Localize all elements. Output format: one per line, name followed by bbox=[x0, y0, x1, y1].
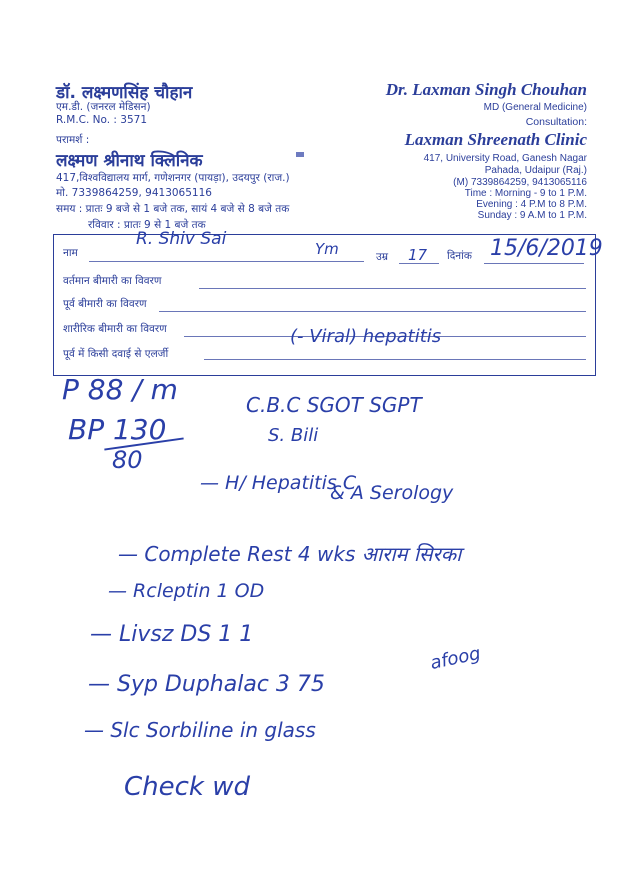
bp-systolic-note: BP 130 bbox=[68, 413, 167, 446]
address-line-1: 417, University Road, Ganesh Nagar bbox=[423, 153, 587, 164]
doctor-name-hindi: डॉ. लक्ष्मणसिंह चौहान bbox=[56, 83, 193, 103]
name-label: नाम bbox=[63, 247, 78, 259]
history-note-2: & A Serology bbox=[330, 482, 454, 504]
allergy-line bbox=[204, 359, 586, 360]
timing-sunday: Sunday : 9 A.M to 1 P.M. bbox=[477, 210, 587, 221]
investigations-note: C.B.C SGOT SGPT bbox=[246, 393, 422, 417]
rx-rcleptin: — Rcleptin 1 OD bbox=[108, 580, 265, 602]
timing-evening: Evening : 4 P.M to 8 P.M. bbox=[476, 199, 587, 210]
patient-name-handwritten: R. Shiv Sai bbox=[136, 229, 227, 249]
timing-morning: Time : Morning - 9 to 1 P.M. bbox=[464, 188, 587, 199]
phone-hindi: मो. 7339864259, 9413065116 bbox=[56, 187, 212, 199]
date-label: दिनांक bbox=[447, 250, 472, 262]
rx-syp-duphalac: — Syp Duphalac 3 75 bbox=[88, 672, 325, 697]
rx-complete-rest: — Complete Rest 4 wks आराम सिरका bbox=[118, 542, 462, 566]
consultation-label-hindi: परामर्श : bbox=[56, 134, 90, 146]
history-note: — H/ Hepatitis C bbox=[200, 472, 357, 494]
address-line-2: Pahada, Udaipur (Raj.) bbox=[484, 165, 587, 176]
present-illness-label: वर्तमान बीमारी का विवरण bbox=[63, 275, 162, 287]
visit-date-handwritten: 15/6/2019 bbox=[490, 236, 603, 261]
clinic-name-hindi: लक्ष्मण श्रीनाथ क्लिनिक bbox=[56, 151, 203, 171]
ink-dot bbox=[296, 152, 304, 157]
rx-sorbiline: — Slc Sorbiline in glass bbox=[84, 718, 316, 742]
doctor-name-english: Dr. Laxman Singh Chouhan bbox=[385, 80, 587, 99]
present-illness-line bbox=[199, 288, 586, 289]
rx-syp-suffix: afoog bbox=[428, 642, 483, 675]
rmc-number: R.M.C. No. : 3571 bbox=[56, 114, 148, 126]
past-illness-line bbox=[159, 311, 586, 312]
past-illness-label: पूर्व बीमारी का विवरण bbox=[63, 298, 147, 310]
physical-illness-handwritten: (- Viral) hepatitis bbox=[290, 326, 442, 347]
investigations-note-2: S. Bili bbox=[268, 425, 319, 446]
allergy-label: पूर्व में किसी दवाई से एलर्जी bbox=[63, 348, 169, 360]
date-line bbox=[484, 263, 584, 264]
bp-diastolic-note: 80 bbox=[112, 446, 143, 474]
degree-english: MD (General Medicine) bbox=[483, 102, 587, 113]
phone-english: (M) 7339864259, 9413065116 bbox=[453, 177, 587, 188]
address-hindi: 417,विश्वविद्यालय मार्ग, गणेशनगर (पायड़ा), उदयपुर (राज.) bbox=[56, 172, 290, 184]
name-line bbox=[89, 261, 364, 262]
timing-hindi: समय : प्रातः 9 बजे से 1 बजे तक, सायं 4 बजे से 8 बजे तक bbox=[56, 203, 290, 215]
consultation-label-english: Consultation: bbox=[525, 116, 587, 128]
physical-illness-label: शारीरिक बीमारी का विवरण bbox=[63, 323, 167, 335]
follow-up-note: Check wd bbox=[124, 772, 251, 802]
rx-livsz: — Livsz DS 1 1 bbox=[90, 622, 254, 647]
clinic-name-english: Laxman Shreenath Clinic bbox=[404, 130, 587, 149]
patient-age-handwritten: 17 bbox=[408, 246, 428, 264]
patient-sex-handwritten: Ym bbox=[315, 240, 339, 258]
sunday-timing-hindi: रविवार : प्रातः 9 से 1 बजे तक bbox=[88, 219, 206, 231]
pulse-note: P 88 / m bbox=[62, 373, 178, 406]
age-label: उम्र bbox=[376, 251, 389, 263]
degree-hindi: एम.डी. (जनरल मेडिसन) bbox=[56, 101, 151, 113]
